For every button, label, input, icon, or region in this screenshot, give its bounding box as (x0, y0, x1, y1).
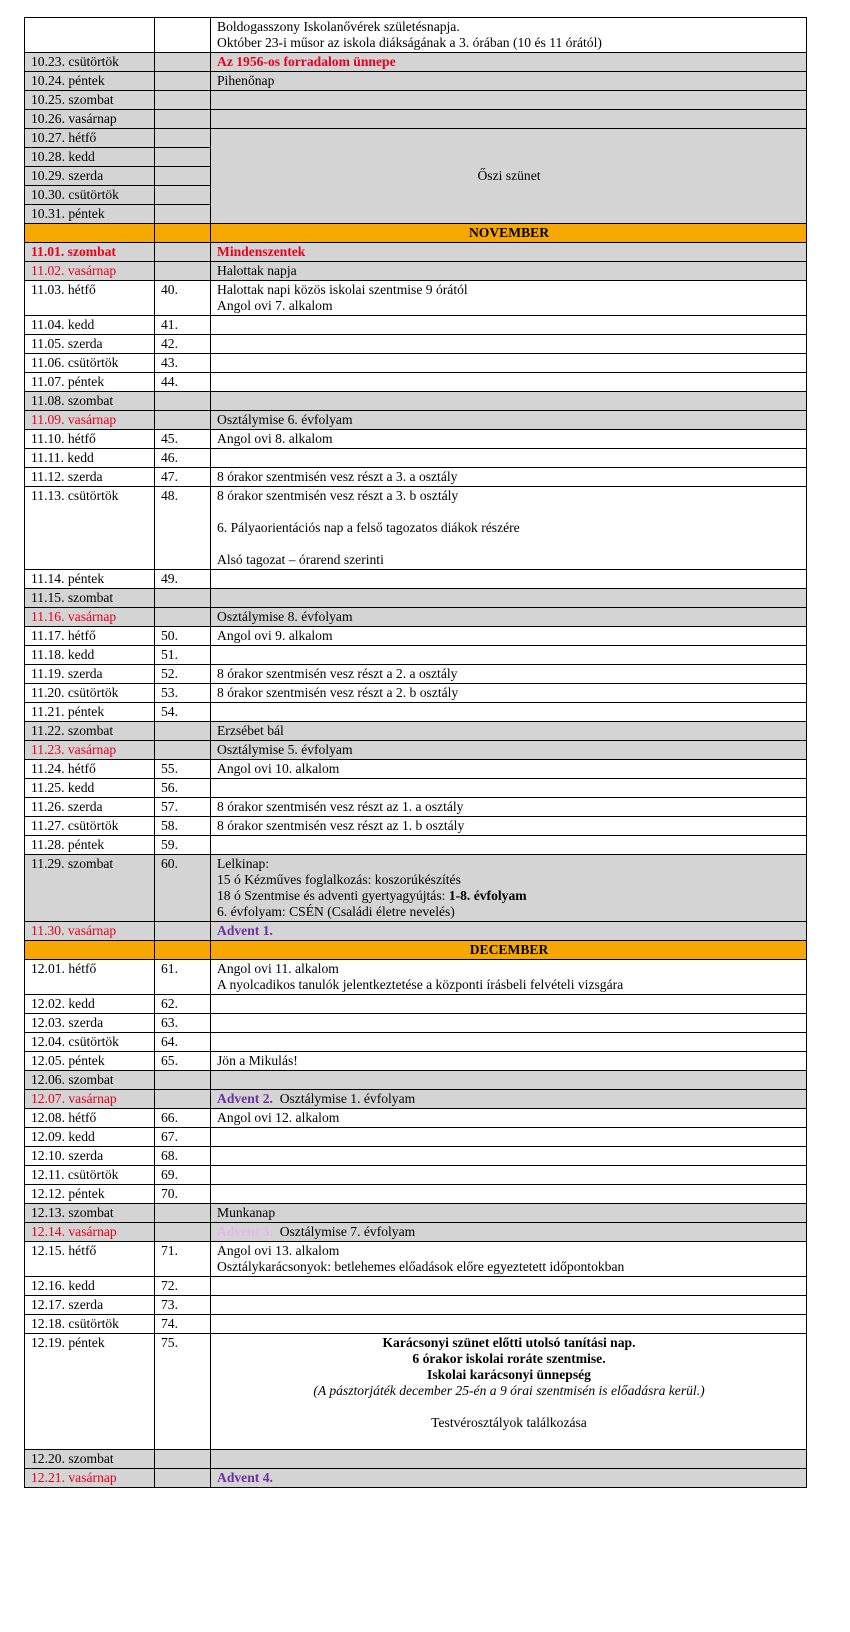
table-row (25, 1033, 807, 1052)
date-cell: 11.28. péntek (25, 836, 155, 855)
event-cell: Angol ovi 10. alkalom (211, 760, 807, 779)
table-row (25, 646, 807, 665)
date-cell: 11.19. szerda (25, 665, 155, 684)
event-cell (211, 1128, 807, 1147)
advent-label: Advent 2. (217, 1091, 273, 1106)
event-cell (211, 779, 807, 798)
event-line: Testvérosztályok találkozása (431, 1415, 587, 1430)
table-row (25, 1296, 807, 1315)
table-row (25, 922, 807, 941)
event-line: Halottak napi közös iskolai szentmise 9 órától (217, 282, 468, 297)
event-line: 6 órakor iskolai roráte szentmise. (412, 1351, 606, 1366)
lesson-number-cell: 64. (155, 1033, 211, 1052)
date-cell: 11.18. kedd (25, 646, 155, 665)
table-row (25, 129, 807, 148)
autumn-break-cell: Őszi szünet (211, 129, 807, 224)
date-cell: 10.29. szerda (25, 167, 155, 186)
date-cell: 11.16. vasárnap (25, 608, 155, 627)
table-row (25, 589, 807, 608)
table-row (25, 91, 807, 110)
lesson-number-cell (155, 411, 211, 430)
event-cell (211, 855, 807, 922)
event-line: Boldogasszony Iskolanővérek születésnapja. (217, 19, 460, 34)
event-cell: Angol ovi 8. alkalom (211, 430, 807, 449)
date-cell: 11.06. csütörtök (25, 354, 155, 373)
lesson-number-cell: 47. (155, 468, 211, 487)
date-cell: 12.02. kedd (25, 995, 155, 1014)
date-cell: 11.11. kedd (25, 449, 155, 468)
event-cell (211, 449, 807, 468)
table-row (25, 798, 807, 817)
event-cell (211, 354, 807, 373)
date-cell: 12.03. szerda (25, 1014, 155, 1033)
table-row (25, 243, 807, 262)
event-cell: Advent 3. Osztálymise 7. évfolyam (211, 1223, 807, 1242)
table-row (25, 855, 807, 922)
lesson-number-cell: 60. (155, 855, 211, 922)
lesson-number-cell: 62. (155, 995, 211, 1014)
lesson-number-cell: 67. (155, 1128, 211, 1147)
date-cell: 12.14. vasárnap (25, 1223, 155, 1242)
lesson-number-cell: 41. (155, 316, 211, 335)
event-cell (211, 995, 807, 1014)
event-cell (211, 335, 807, 354)
table-row (25, 1450, 807, 1469)
event-cell: Erzsébet bál (211, 722, 807, 741)
event-line (217, 536, 801, 552)
lesson-number-cell (155, 608, 211, 627)
event-line: 6. évfolyam: CSÉN (Családi életre nevelés) (217, 904, 455, 919)
lesson-number-cell (155, 186, 211, 205)
lesson-number-cell: 68. (155, 1147, 211, 1166)
event-line: 8 órakor szentmisén vesz részt a 3. b osztály (217, 488, 459, 503)
date-cell: 12.05. péntek (25, 1052, 155, 1071)
table-row (25, 1071, 807, 1090)
event-cell: Az 1956-os forradalom ünnepe (211, 53, 807, 72)
event-cell: Pihenőnap (211, 72, 807, 91)
date-cell: 11.24. hétfő (25, 760, 155, 779)
lesson-number-cell (155, 1204, 211, 1223)
date-cell: 10.27. hétfő (25, 129, 155, 148)
lesson-number-cell (155, 262, 211, 281)
table-row (25, 608, 807, 627)
lesson-number-cell (155, 1469, 211, 1488)
event-cell (211, 91, 807, 110)
date-cell: 12.10. szerda (25, 1147, 155, 1166)
lesson-number-cell: 72. (155, 1277, 211, 1296)
event-cell: Osztálymise 8. évfolyam (211, 608, 807, 627)
table-row (25, 995, 807, 1014)
lesson-number-cell: 70. (155, 1185, 211, 1204)
event-cell (211, 570, 807, 589)
lesson-number-cell (155, 72, 211, 91)
event-cell (211, 960, 807, 995)
event-cell: Angol ovi 9. alkalom (211, 627, 807, 646)
table-row (25, 665, 807, 684)
event-cell (211, 373, 807, 392)
table-row (25, 1090, 807, 1109)
table-row (25, 741, 807, 760)
event-cell: 8 órakor szentmisén vesz részt az 1. a osztály (211, 798, 807, 817)
lesson-number-cell: 63. (155, 1014, 211, 1033)
lesson-number-cell: 58. (155, 817, 211, 836)
event-cell (211, 1334, 807, 1450)
table-row (25, 627, 807, 646)
event-line: Alsó tagozat – órarend szerinti (217, 552, 384, 567)
lesson-number-cell: 44. (155, 373, 211, 392)
event-cell (211, 1242, 807, 1277)
table-row (25, 18, 807, 53)
lesson-number-cell: 40. (155, 281, 211, 316)
date-cell: 10.24. péntek (25, 72, 155, 91)
event-line: 18 ó Szentmise és adventi gyertyagyújtás: 1-8. évfolyam (217, 888, 527, 903)
date-cell: 12.04. csütörtök (25, 1033, 155, 1052)
event-line: Október 23-i műsor az iskola diákságának a 3. órában (10 és 11 órától) (217, 35, 602, 50)
date-cell: 12.16. kedd (25, 1277, 155, 1296)
date-cell: 11.13. csütörtök (25, 487, 155, 570)
table-row (25, 960, 807, 995)
event-cell (211, 487, 807, 570)
date-cell: 11.23. vasárnap (25, 741, 155, 760)
event-cell (211, 1014, 807, 1033)
table-row (25, 72, 807, 91)
table-row (25, 281, 807, 316)
table-row (25, 487, 807, 570)
lesson-number-cell (155, 129, 211, 148)
date-cell: 11.10. hétfő (25, 430, 155, 449)
date-cell: 12.21. vasárnap (25, 1469, 155, 1488)
table-row (25, 262, 807, 281)
table-row (25, 316, 807, 335)
table-row (25, 684, 807, 703)
event-line: Karácsonyi szünet előtti utolsó tanítási nap. (382, 1335, 636, 1350)
table-row (25, 468, 807, 487)
lesson-number-cell: 73. (155, 1296, 211, 1315)
month-title: NOVEMBER (211, 224, 807, 243)
table-row (25, 1147, 807, 1166)
grade-range-emphasis: 1-8. évfolyam (448, 888, 527, 903)
event-cell: Angol ovi 12. alkalom (211, 1109, 807, 1128)
event-line: Angol ovi 11. alkalom (217, 961, 339, 976)
date-cell: 12.07. vasárnap (25, 1090, 155, 1109)
date-cell: 11.05. szerda (25, 335, 155, 354)
month-header-row (25, 224, 807, 243)
lesson-number-cell: 51. (155, 646, 211, 665)
table-row (25, 1315, 807, 1334)
table-row (25, 1185, 807, 1204)
date-cell: 12.01. hétfő (25, 960, 155, 995)
lesson-number-cell: 57. (155, 798, 211, 817)
event-line: 15 ó Kézműves foglalkozás: koszorúkészítés (217, 872, 461, 887)
event-cell: 8 órakor szentmisén vesz részt az 1. b osztály (211, 817, 807, 836)
advent-label: Advent 3. (217, 1224, 273, 1239)
event-cell (211, 1450, 807, 1469)
table-row (25, 1052, 807, 1071)
table-row (25, 449, 807, 468)
lesson-number-cell: 75. (155, 1334, 211, 1450)
lesson-number-cell (155, 1090, 211, 1109)
event-cell (211, 1147, 807, 1166)
date-cell: 12.08. hétfő (25, 1109, 155, 1128)
lesson-number-cell (155, 53, 211, 72)
event-cell: Munkanap (211, 1204, 807, 1223)
lesson-number-cell: 48. (155, 487, 211, 570)
lesson-number-cell: 55. (155, 760, 211, 779)
date-cell: 11.12. szerda (25, 468, 155, 487)
event-cell: Osztálymise 5. évfolyam (211, 741, 807, 760)
table-row (25, 354, 807, 373)
date-cell: 12.13. szombat (25, 1204, 155, 1223)
lesson-number-cell (155, 91, 211, 110)
event-line: Lelkinap: (217, 856, 270, 871)
table-row (25, 1128, 807, 1147)
date-cell: 12.20. szombat (25, 1450, 155, 1469)
event-cell (211, 1315, 807, 1334)
table-row (25, 1166, 807, 1185)
table-row (25, 779, 807, 798)
date-cell: 10.31. péntek (25, 205, 155, 224)
lesson-number-cell: 69. (155, 1166, 211, 1185)
lesson-number-cell (155, 741, 211, 760)
table-row (25, 1334, 807, 1450)
date-cell: 10.30. csütörtök (25, 186, 155, 205)
lesson-number-cell (155, 167, 211, 186)
event-line: Angol ovi 7. alkalom (217, 298, 333, 313)
event-cell (211, 703, 807, 722)
table-row (25, 373, 807, 392)
lesson-number-cell: 56. (155, 779, 211, 798)
event-cell: Mindenszentek (211, 243, 807, 262)
table-row (25, 760, 807, 779)
event-cell (211, 1166, 807, 1185)
event-cell (211, 110, 807, 129)
month-header-row (25, 941, 807, 960)
event-cell: 8 órakor szentmisén vesz részt a 3. a osztály (211, 468, 807, 487)
date-cell: 11.22. szombat (25, 722, 155, 741)
event-cell: Osztálymise 6. évfolyam (211, 411, 807, 430)
lesson-number-cell (155, 110, 211, 129)
lesson-number-cell: 49. (155, 570, 211, 589)
date-cell: 11.20. csütörtök (25, 684, 155, 703)
event-cell (211, 589, 807, 608)
lesson-number-cell (155, 243, 211, 262)
event-cell: Jön a Mikulás! (211, 1052, 807, 1071)
date-cell: 11.01. szombat (25, 243, 155, 262)
lesson-number-cell (155, 1071, 211, 1090)
date-cell: 11.27. csütörtök (25, 817, 155, 836)
date-cell: 11.09. vasárnap (25, 411, 155, 430)
event-line: Angol ovi 13. alkalom (217, 1243, 340, 1258)
event-line: (A pásztorjáték december 25-én a 9 órai szentmisén is előadásra kerül.) (313, 1383, 705, 1398)
table-row (25, 703, 807, 722)
date-cell: 11.29. szombat (25, 855, 155, 922)
date-cell (25, 18, 155, 53)
lesson-number-cell (155, 589, 211, 608)
lesson-number-cell: 53. (155, 684, 211, 703)
lesson-number-cell (155, 1450, 211, 1469)
table-row (25, 392, 807, 411)
lesson-number-cell (155, 205, 211, 224)
event-line (217, 504, 801, 520)
lesson-number-cell: 42. (155, 335, 211, 354)
event-cell (211, 646, 807, 665)
table-row (25, 722, 807, 741)
table-row (25, 110, 807, 129)
event-cell (211, 1071, 807, 1090)
school-calendar-table (24, 17, 807, 1488)
table-row (25, 1109, 807, 1128)
lesson-number-cell (155, 148, 211, 167)
date-cell: 12.12. péntek (25, 1185, 155, 1204)
event-cell (211, 281, 807, 316)
date-cell: 12.17. szerda (25, 1296, 155, 1315)
event-cell (211, 836, 807, 855)
lesson-number-cell: 54. (155, 703, 211, 722)
table-row (25, 817, 807, 836)
table-row (25, 1277, 807, 1296)
month-title: DECEMBER (211, 941, 807, 960)
lesson-number-cell (155, 922, 211, 941)
date-cell: 11.25. kedd (25, 779, 155, 798)
lesson-number-cell (155, 1223, 211, 1242)
date-cell: 11.30. vasárnap (25, 922, 155, 941)
event-cell: 8 órakor szentmisén vesz részt a 2. b osztály (211, 684, 807, 703)
table-row (25, 1204, 807, 1223)
date-cell: 10.25. szombat (25, 91, 155, 110)
event-cell: Halottak napja (211, 262, 807, 281)
table-row (25, 1223, 807, 1242)
date-cell: 11.26. szerda (25, 798, 155, 817)
table-row (25, 430, 807, 449)
lesson-number-cell: 61. (155, 960, 211, 995)
event-cell (211, 18, 807, 53)
lesson-number-cell: 59. (155, 836, 211, 855)
date-cell: 10.23. csütörtök (25, 53, 155, 72)
lesson-number-cell: 74. (155, 1315, 211, 1334)
table-row (25, 335, 807, 354)
event-line: Iskolai karácsonyi ünnepség (427, 1367, 591, 1382)
date-cell: 10.28. kedd (25, 148, 155, 167)
date-cell: 12.18. csütörtök (25, 1315, 155, 1334)
event-cell (211, 392, 807, 411)
event-line (217, 1399, 801, 1415)
lesson-number-cell (155, 18, 211, 53)
date-cell: 11.17. hétfő (25, 627, 155, 646)
event-line: A nyolcadikos tanulók jelentkeztetése a központi írásbeli felvételi vizsgára (217, 977, 624, 992)
lesson-number-cell (155, 722, 211, 741)
date-cell: 11.15. szombat (25, 589, 155, 608)
event-line: 6. Pályaorientációs nap a felső tagozatos diákok részére (217, 520, 520, 535)
lesson-number-cell: 43. (155, 354, 211, 373)
date-cell: 12.11. csütörtök (25, 1166, 155, 1185)
table-row (25, 53, 807, 72)
date-cell: 11.07. péntek (25, 373, 155, 392)
event-cell (211, 1296, 807, 1315)
event-cell: Advent 1. (211, 922, 807, 941)
lesson-number-cell: 45. (155, 430, 211, 449)
date-cell: 11.03. hétfő (25, 281, 155, 316)
date-cell: 11.02. vasárnap (25, 262, 155, 281)
lesson-number-cell (155, 392, 211, 411)
lesson-number-cell: 71. (155, 1242, 211, 1277)
date-cell: 11.04. kedd (25, 316, 155, 335)
table-row (25, 570, 807, 589)
date-cell: 12.06. szombat (25, 1071, 155, 1090)
event-cell: Advent 4. (211, 1469, 807, 1488)
event-cell (211, 1033, 807, 1052)
event-cell (211, 1277, 807, 1296)
lesson-number-cell: 52. (155, 665, 211, 684)
table-row (25, 836, 807, 855)
event-cell (211, 1185, 807, 1204)
date-cell: 11.14. péntek (25, 570, 155, 589)
table-row (25, 1242, 807, 1277)
event-line: Osztálykarácsonyok: betlehemes előadások előre egyeztetett időpontokban (217, 1259, 625, 1274)
date-cell: 10.26. vasárnap (25, 110, 155, 129)
date-cell: 12.19. péntek (25, 1334, 155, 1450)
lesson-number-cell: 46. (155, 449, 211, 468)
event-cell: Advent 2. Osztálymise 1. évfolyam (211, 1090, 807, 1109)
lesson-number-cell: 65. (155, 1052, 211, 1071)
event-cell (211, 316, 807, 335)
date-cell: 11.08. szombat (25, 392, 155, 411)
date-cell: 11.21. péntek (25, 703, 155, 722)
lesson-number-cell: 50. (155, 627, 211, 646)
event-cell: 8 órakor szentmisén vesz részt a 2. a osztály (211, 665, 807, 684)
table-row (25, 1014, 807, 1033)
date-cell: 12.15. hétfő (25, 1242, 155, 1277)
lesson-number-cell: 66. (155, 1109, 211, 1128)
table-row (25, 1469, 807, 1488)
date-cell: 12.09. kedd (25, 1128, 155, 1147)
table-row (25, 411, 807, 430)
